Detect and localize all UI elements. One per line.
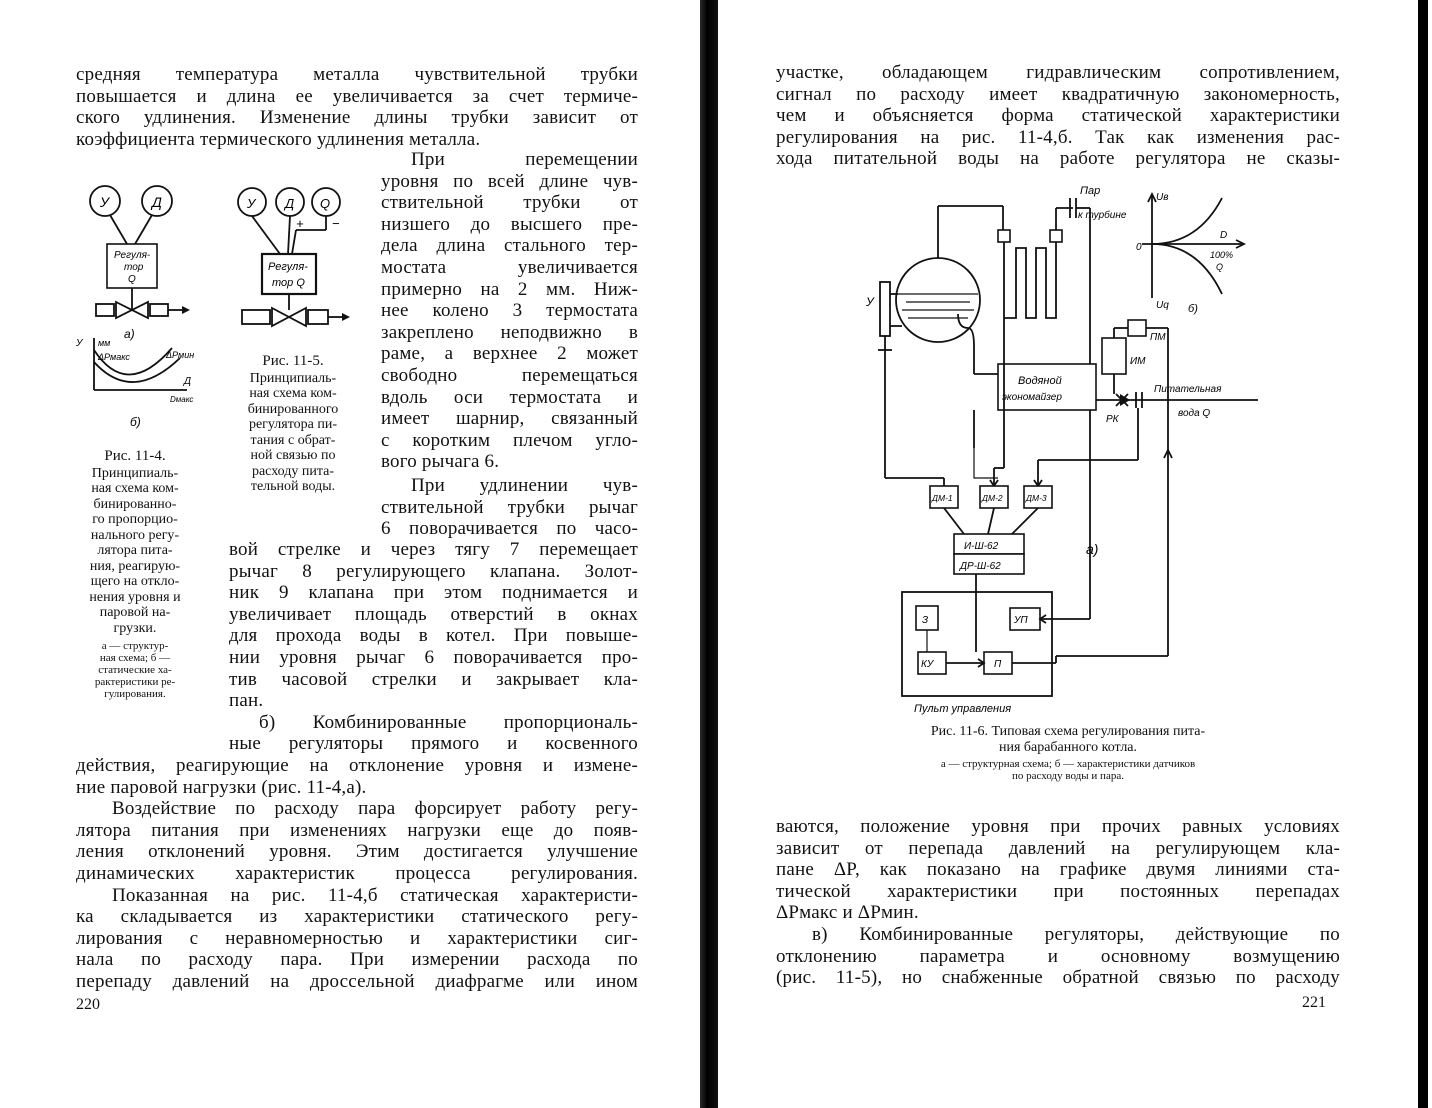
svg-text:Д: Д [184,376,192,387]
fig6-economizer-box [998,364,1096,410]
svg-text:к турбине: к турбине [1078,210,1127,221]
fig4-d-label: Д [152,194,162,210]
svg-text:−: − [332,216,340,231]
figure-11-5-caption: Рис. 11-5. Принципиаль- ная схема ком- бинированного регулятора пи- тания с обрат- ной связью по расходу пита- тельной воды. [247,353,339,494]
figure-11-6-subcaption: а — структурная схема; б — характеристики датчиков по расходу воды и пара. [940,758,1196,782]
svg-text:вода Q: вода Q [1178,408,1211,419]
svg-text:ДМ-1: ДМ-1 [932,493,953,503]
figure-11-6 [858,178,1278,718]
figure-11-5 [230,182,360,342]
svg-text:Регуля-: Регуля- [114,250,151,261]
svg-text:ДР-Ш-62: ДР-Ш-62 [960,561,1001,572]
left-bottom-paragraph: действия, реагирующие на отклонение уровня и измене- ние паровой нагрузки (рис. 11-4,а). Воздействие по расходу пара форсирует работу регу- лятора питания при изменениях нагрузки еще до появ- ления отклонений уровня. Этим достигается улучшение динамических характеристик процесса регулирования. Показанная на рис. 11-4,б статическая характеристи- ка складывается из характеристики статического регу- лирования с неравномерностью и характеристики сиг- нала по расходу пара. При измерении расхода по перепаду давлений на дроссельной диафрагме или ином [76,755,638,992]
svg-text:ΔPмакс: ΔPмакс [98,352,130,362]
right-top-paragraph: участке, обладающем гидравлическим сопротивлением, сигнал по расходу имеет квадратичную закономерность, чем и объясняется форма статической характеристики регулирования на рис. 11-4,б. Так как изменения рас- хода питательной воды на работе регулятора не сказы- [776,62,1340,170]
svg-text:Регуля-: Регуля- [268,261,308,273]
svg-text:0: 0 [1136,242,1142,253]
left-top-paragraph: средняя температура металла чувствительной трубки повышается и длина ее увеличивается за счет термиче- ского удлинения. Изменение длины трубки зависит от коэффициента термического удлинения металла. [76,64,638,150]
svg-text:D: D [1220,230,1228,241]
svg-text:ДМ-2: ДМ-2 [982,493,1003,503]
svg-text:Q: Q [128,274,136,285]
svg-text:Водяной: Водяной [1018,375,1062,387]
page-number-right: 221 [1302,994,1326,1011]
fig6-superheater-coil [1004,242,1056,318]
fig6-boiler-drum [896,258,980,342]
svg-text:Пульт управления: Пульт управления [914,703,1012,715]
svg-text:У: У [866,295,874,309]
svg-text:ИМ: ИМ [1130,356,1146,367]
left-page [0,0,700,1108]
svg-text:100%: 100% [1210,250,1234,260]
page-number-left: 220 [76,996,100,1013]
svg-text:УП: УП [1014,615,1028,626]
figure-11-4 [72,178,220,440]
svg-text:РК: РК [1106,414,1119,425]
figure-11-4-caption: Рис. 11-4. Принципиаль- ная схема ком- бинированно- го пропорцио- нального регу- лятора пита- ния, реагирую- щего на откло- нения уровня и паровой на- грузки. а — структур- ная схема; б — статические ха- рактеристики ре- гулирования. [60,449,210,700]
left-narrow-column-1: При перемещении уровня по всей длине чув- ствительной трубки от низшего до высшего пре- дела длина стального тер- мостата увеличивается примерно на 2 мм. Ниж- нее колено 3 термостата закреплено неподвижно в раме, а верхнее 2 может свободно перемещаться вдоль оси термостата и имеет шарнир, связанный с коротким плечом угло- вого рычага 6. [381,149,638,473]
svg-text:Dмакс: Dмакс [170,395,194,404]
svg-text:Q: Q [320,196,331,211]
right-bottom-paragraph: ваются, положение уровня при прочих равных условиях зависит от перепада давлений на регулирующем кла- пане ΔP, как показано на графике двумя линиями ста- тической характеристики при постоянных перепадах ΔPмакс и ΔPмин. в) Комбинированные регуляторы, действующие по отклонению параметра и основному возмущению (рис. 11-5), но снабженные обратной связью по расходу [776,816,1340,989]
left-narrow-column-2: При удлинении чув- ствительной трубки рычаг 6 поворачивается по часо- [381,475,638,540]
svg-text:тор: тор [124,262,144,273]
svg-text:З: З [922,615,929,626]
svg-text:а): а) [1086,541,1099,557]
svg-text:КУ: КУ [921,659,934,670]
svg-text:Uq: Uq [1156,300,1169,311]
left-middle-column: вой стрелке и через тягу 7 перемещает рычаг 8 регулирующего клапана. Золот- ник 9 клапана при этом поднимается и увеличивает площадь отверстий в окнах для прохода воды в котел. При повыше- нии уровня рычаг 6 поворачивается про- тив часовой стрелки и закрывает кла- пан. б) Комбинированные пропорциональ- ные регуляторы прямого и косвенного [229,539,638,755]
fig6-pm-box [1128,320,1146,336]
svg-text:+: + [296,216,304,231]
svg-text:б): б) [1188,303,1198,315]
svg-text:У: У [76,338,83,349]
fig6-im-box [1102,338,1126,374]
svg-text:Uв: Uв [1156,192,1169,203]
svg-text:И-Ш-62: И-Ш-62 [964,541,999,552]
svg-text:П: П [994,659,1002,670]
svg-text:экономайзер: экономайзер [1002,392,1062,403]
svg-text:Д: Д [285,196,295,211]
svg-text:ΔPмин: ΔPмин [166,350,195,360]
figure-11-4-subcaption: а — структур- ная схема; б — статические ха- рактеристики ре- гулирования. [94,640,176,700]
svg-text:мм: мм [98,338,111,348]
fig5-valve-icon [272,308,306,326]
right-page [718,0,1432,1108]
svg-text:тор Q: тор Q [272,277,305,289]
figure-11-6-caption: Рис. 11-6. Типовая схема регулирования пита- ния барабанного котла. а — структурная схема; б — характеристики датчиков по расходу воды и пара. [838,724,1298,782]
svg-text:Питательная: Питательная [1154,384,1222,395]
svg-text:ДМ-3: ДМ-3 [1026,493,1047,503]
svg-text:а): а) [124,327,135,341]
svg-text:Q: Q [1216,262,1224,272]
svg-text:Пар: Пар [1080,185,1101,197]
svg-text:У: У [247,196,256,211]
fig4-u-label: У [100,194,109,210]
fig4-flow-arrow-icon [182,306,190,314]
book-spine [700,0,718,1108]
svg-text:ПМ: ПМ [1150,332,1166,343]
svg-text:б): б) [130,415,141,429]
fig6-steam-characteristic [1152,198,1222,244]
fig5-flow-arrow-icon [342,313,350,321]
